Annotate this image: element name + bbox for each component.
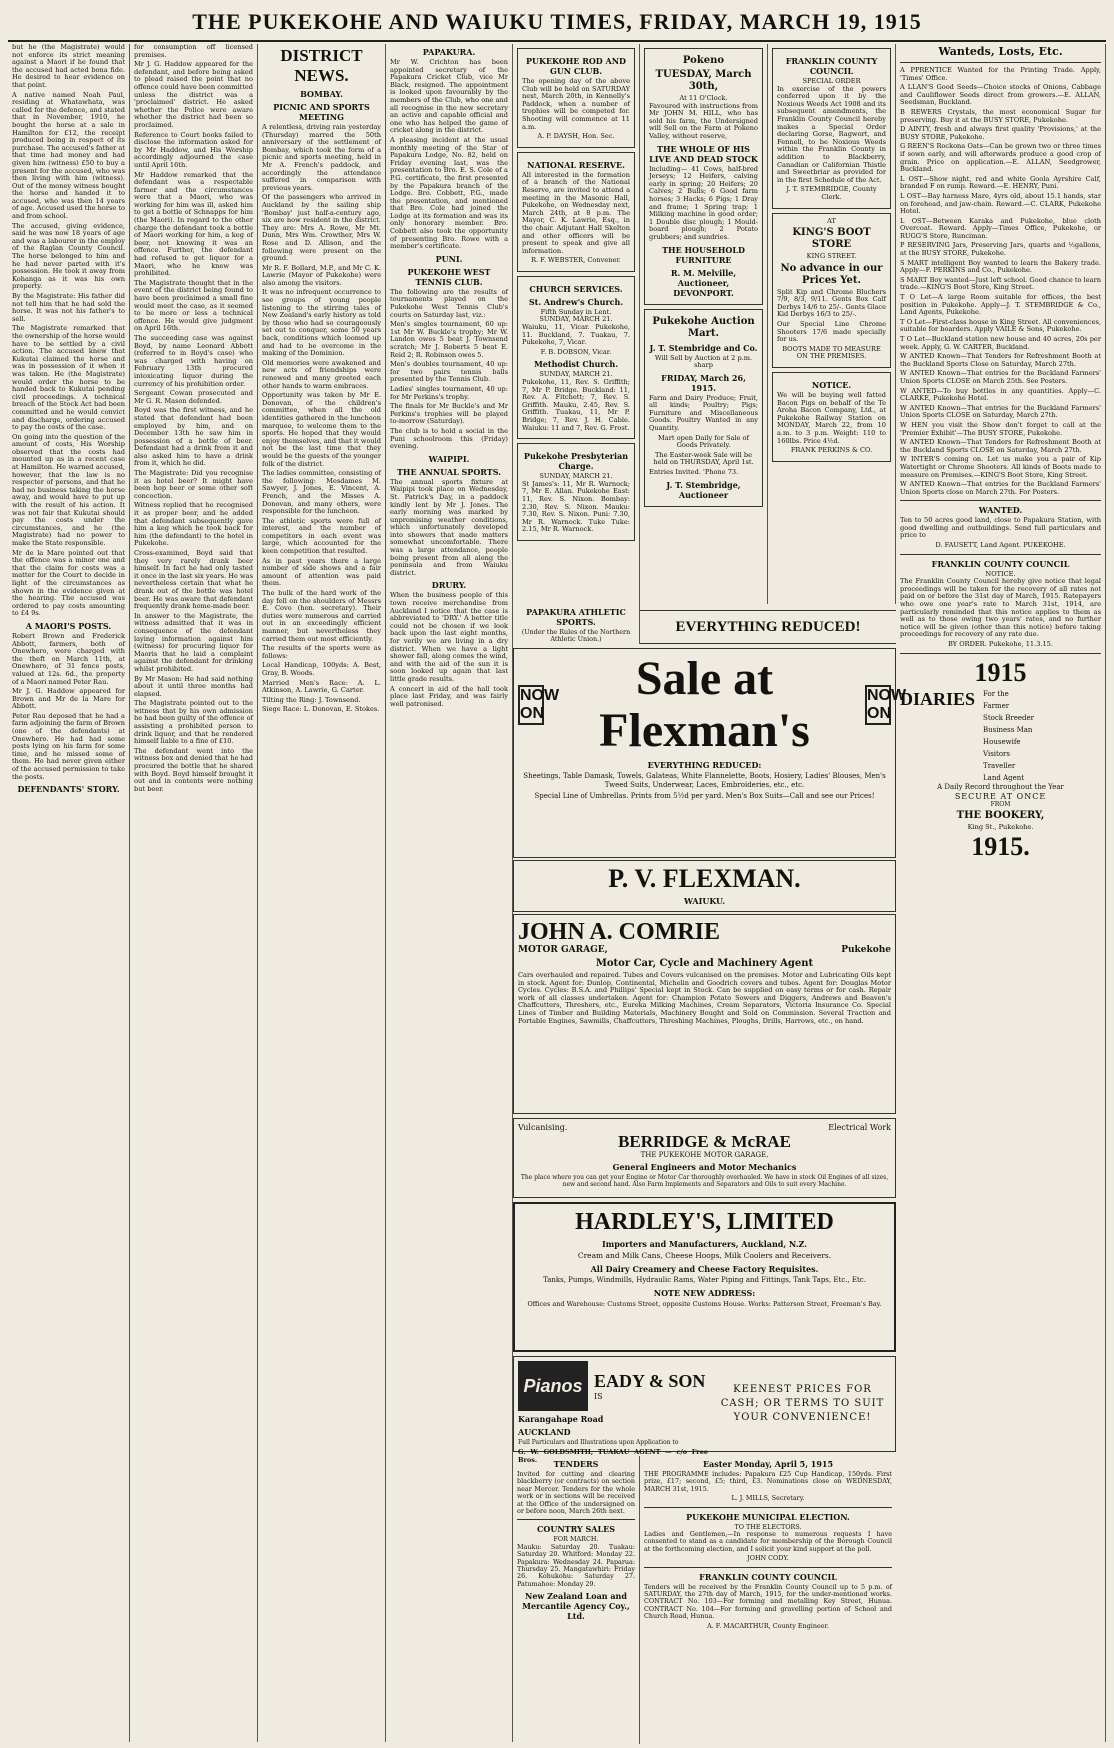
- article-paragraph: Local Handicap, 100yds: A. Best, Gray, B. Woods.: [262, 661, 381, 677]
- council-notice-text: The Franklin County Council hereby give notice that legal proceedings will be taken for the recovery of all rates not paid on or before the 31st day of March, 1915. Ratepayers who owe one year's rate to March 31st, 1914, are particularly reminded that this notice applies to them as well as to those owing two years' rates, and no further notice will be given (other than this notice) before taking proceedings for recovery of any rate due.: [900, 577, 1101, 639]
- berridge-sub: THE PUKEKOHE MOTOR GARAGE.: [640, 1151, 769, 1159]
- article-paragraph: Mr Haddow remarked that the defendant was a respectable farmer and the circumstances were that a Maori, who was working for him was ill, asked him to get a bottle of Schnapps for him (the Maori). In regard to the other charge the defendant took a bottle of Maori working for him, a keg of beer, not knowing it was an offence. Further, the defendant had refused to get liquor for a Maori, who he knew was prohibited.: [134, 170, 253, 278]
- fcc-tenders-text: Tenders will be received by the Franklin County Council up to 5 p.m. of SATURDAY, the 27th day of March, 1915, for the under-mentioned works. CONTRACT No. 103—For forming and metalling Key Street, Hunua. CONTRACT No. 104—For forming and gravelling portion of School and Church Road, Hunua.: [644, 1582, 892, 1621]
- section-heading: DRURY.: [431, 580, 467, 591]
- church-services: [517, 276, 635, 439]
- sale-special: Special Line of Umbrellas. Prints from 5½d per yard. Men's Box Suits—Call and see our Prices!: [534, 792, 875, 800]
- ad-at: AT: [827, 216, 836, 225]
- flexman-name-block: [513, 860, 896, 912]
- notice-title: FRANKLIN COUNTY COUNCIL: [785, 56, 878, 76]
- council-notice-title: FRANKLIN COUNTY COUNCIL: [931, 558, 1070, 569]
- notice-heading: THE HOUSEHOLD FURNITURE: [662, 244, 745, 265]
- article-paragraph: By the Magistrate: His father did not tell him that he had sold the horse. It was not his father's to sell.: [12, 292, 125, 323]
- pianos-city: AUCKLAND: [518, 1427, 571, 1437]
- article-paragraph: The Magistrate remarked that the ownership of the horse would have to be settled by a civil action. The accused knew that Kukutai claimed the horse and was in possession of it when it was taken. He (the Magistrate) would order the horse to be handed back to Kukutai pending civil proceedings. A technical breach of the Stock Act had been committed and he would convict and discharge, ordering accused to pay the costs of the case.: [12, 324, 125, 432]
- section-heading: BOMBAY.: [300, 89, 343, 99]
- divider: [900, 500, 1101, 501]
- column-notices: [513, 44, 640, 644]
- tenders-text: Invited for cutting and clearing blackberry (or contracts) on section near Mercer. Tenders for the whole work or in sections will be received at the Office of the undersigned on or before noon, March 26th next.: [517, 1470, 635, 1516]
- diaries-year: 1915: [974, 657, 1027, 687]
- article-paragraph: The results of the sports were as follows:: [262, 644, 381, 660]
- classified-ad: S MART Boy wanted—Just left school. Good chance to learn trade.—KING'S Boot Store, King Street.: [900, 275, 1101, 292]
- classified-ad: B REWERS Crystals, the most economical Sugar for preserving. Buy it at the BUSY STORE, Pukekohe.: [900, 107, 1101, 124]
- comrie-name: JOHN A. COMRIE: [518, 919, 721, 945]
- hardley-sub: Importers and Manufacturers, Auckland, N.Z.: [601, 1239, 807, 1249]
- column-classifieds: [896, 44, 1106, 1742]
- article-paragraph: Reference to Court books failed to disclose the information asked for by Mr Haddow, and His Worship accordingly adjourned the case until April 16th.: [134, 130, 253, 169]
- divider: [900, 653, 1101, 654]
- article-paragraph: The Magistrate pointed out to the witness that by his own admission he had been guilty of the offence of assisting a prohibited person to drink liquor, and that he rendered himself liable to a fine of £10.: [134, 699, 253, 746]
- article-paragraph: As in past years there a large number of side shows and a fair amount of attention was paid them.: [262, 556, 381, 588]
- article-paragraph: The Magistrate: Did you recognise it as hotel beer? It might have been hop beer or some other soft concoction.: [134, 469, 253, 500]
- auction-mart-notice: [644, 309, 763, 507]
- notice-signature: F. B. DOBSON, Vicar.: [540, 347, 612, 356]
- ad-text: BOOTS MADE TO MEASURE ON THE PREMISES.: [782, 344, 881, 361]
- comrie-header: [518, 919, 891, 945]
- pianos-name: EADY & SON: [594, 1371, 706, 1391]
- column-notices-election: [640, 1456, 896, 1744]
- classified-ad: L OST—Between Karaka and Pukekohe, blue cloth Overcoat. Reward. Apply—Times Office, Pukekohe, or RUGG'S Store, Runciman.: [900, 216, 1101, 240]
- athletic-text: THE PROGRAMME includes: Papakura £25 Cup Handicap, 150yds. First prize, £17; second, £5; third, £3. Nominations close on WEDNESDAY, MARCH 31st, 1915.: [644, 1470, 892, 1493]
- hardleys-ad: [513, 1202, 896, 1352]
- notice-date: SUNDAY, MARCH 21.: [539, 315, 613, 324]
- notice-text: Entries Invited. 'Phone 73.: [649, 468, 739, 477]
- diaries-for-item: For the: [983, 689, 1009, 698]
- ad-text: Our Special Line Chrome Shooters 17/6 made specially for us.: [777, 320, 886, 344]
- notice-date: FRIDAY, March 26, 1915.: [661, 372, 746, 393]
- notice-title: Pokeno: [682, 55, 725, 66]
- everything-reduced-banner: [640, 610, 896, 644]
- notice-heading: THE WHOLE OF HIS LIVE AND DEAD STOCK: [649, 143, 758, 164]
- sale-title-b: Flexman's: [599, 704, 810, 757]
- section-heading: PAPAKURA.: [422, 47, 476, 57]
- notice-title: Methodist Church.: [533, 359, 619, 370]
- notice-date: TUESDAY, March 30th,: [655, 69, 752, 92]
- classified-ad: A PPRENTICE Wanted for the Printing Trade. Apply, 'Times' Office.: [900, 66, 1101, 82]
- hardley-name: HARDLEY'S, LIMITED: [575, 1209, 834, 1235]
- notice-subtitle: SPECIAL ORDER: [802, 77, 861, 85]
- classified-ad: S MART intelligent Boy wanted to learn the Bakery trade. Apply—F. PERKINS and Co., Pukekohe.: [900, 258, 1101, 275]
- now-on-badge-right: NOW ON: [865, 685, 891, 725]
- article-paragraph: Mr W. Crichton has been appointed secretary of the Papakura Cricket Club, vice Mr Black, resigned. The appointment is looked upon favourably by the members of the Club, who one and all recognise in the new secretary an active and capable official and one who has helped the game of cricket along in the district.: [390, 58, 508, 135]
- article-paragraph: A concert in aid of the hall took place last Friday, and was fairly well patronised.: [390, 684, 508, 708]
- athletic-sub: (Under the Rules of the Northern Athletic Union.): [521, 628, 631, 644]
- notice-signature: FRANK PERKINS & CO.: [790, 446, 873, 455]
- diaries-secure: SECURE AT ONCE: [954, 792, 1047, 802]
- diaries-for-item: Business Man: [983, 725, 1033, 734]
- diaries-for-item: Traveller: [983, 761, 1016, 770]
- berridge-right: Electrical Work: [828, 1123, 891, 1132]
- article-paragraph: Mr J. G. Haddow appeared for Brown and Mr de la Mare for Abbott.: [12, 687, 125, 711]
- pokeno-sale-notice: [644, 48, 763, 305]
- notice-title: NOTICE.: [811, 380, 852, 391]
- classified-ad: A LLAN'S Good Seeds—Choice stocks of Onions, Cabbage and Cauliflower Seeds direct from growers.—E. ALLAN, Seedsman, Buckland.: [900, 83, 1101, 107]
- notice-title: PUKEKOHE ROD AND GUN CLUB.: [526, 56, 626, 76]
- wanted-title: WANTED.: [978, 505, 1023, 516]
- diaries-for-list: [983, 688, 1034, 784]
- berridge-head: General Engineers and Motor Mechanics: [612, 1162, 797, 1172]
- classified-ad: L OST—Bay harness Mare, 4yrs old, about 15.1 hands, star on forehead, and jaw-chain. Reward.—C. CLARK, Pukekohe Hotel.: [900, 191, 1101, 216]
- article-paragraph: Married Men's Race: A. L. Atkinson, A. Lawrie, G. Carter.: [262, 678, 381, 695]
- article-paragraph: The finals for Mr Buckle's and Mr Perkins's trophies will be played to-morrow (Saturday).: [390, 402, 508, 426]
- tenders-title: TENDERS: [553, 1459, 599, 1469]
- banner-text: EVERYTHING REDUCED!: [675, 618, 861, 635]
- notice-text: Favoured with instructions from Mr JOHN M. HILL, who has sold his farm, the Undersigned will Sell on the Farm at Pokeno Valley, without reserve,: [649, 101, 758, 140]
- section-heading: A MAORI'S POSTS.: [25, 620, 112, 631]
- classified-ad: W ANTED Known—That entries for the Buckland Farmers' Union Sports CLOSE on Saturday, March 27th.: [900, 403, 1101, 420]
- article-paragraph: The club is to hold a social in the Puni schoolroom this (Friday) evening.: [390, 426, 508, 451]
- article-paragraph: Tilting the Ring: J. Townsend.: [262, 695, 361, 704]
- comrie-place: Pukekohe: [841, 945, 891, 955]
- notice-items: Farm and Dairy Produce; Fruit, all kinds; Poultry; Pigs; Furniture and Miscellaneous Goods. Poultry Wanted in any Quantity.: [649, 393, 758, 433]
- hardley-line2: All Dairy Creamery and Cheese Factory Requisites.: [590, 1264, 819, 1274]
- column-council: [768, 44, 896, 604]
- section-subheading: THE ANNUAL SPORTS.: [396, 466, 502, 477]
- pianos-text: Full Particulars and Illustrations upon Application to: [518, 1439, 679, 1446]
- classified-ad: P RESERVING Jars, Preserving Jars, quarts and ½gallons, at the BUSY STORE, Pukekohe.: [900, 241, 1101, 258]
- diaries-for-item: Visitors: [983, 749, 1010, 758]
- classified-ad: W ANTED Known—That entries for the Buckland Farmers' Union Sports close on March 27th. For Posters.: [900, 480, 1101, 496]
- article-paragraph: Mr R. F. Bollard, M.P., and Mr C. K. Lawrie (Mayor of Pukekohe) were also among the visitors.: [262, 263, 381, 287]
- notice-text: All interested in the formation of a branch of the National Reserve, are invited to attend a meeting in the Masonic Hall, Pukekohe, on Wednesday next, March 24th, at 8 p.m. The Mayor, C. K. Lawrie, Esq., in the chair. Adjutant Hall Skelton and other officers will be present to speak and give all information.: [522, 170, 630, 255]
- flexman-sale-ad: [513, 648, 907, 858]
- article-paragraph: Mr J. G. Haddow appeared for the defendant, and before being asked to plead raised the point that no offence could have been committed unless the district was a 'proclaimed' district. He asked whether the Police were aware whether the district had been so proclaimed.: [134, 60, 253, 129]
- bacon-pigs-notice: [772, 372, 891, 462]
- article-paragraph: Men's singles tournament, 60 up: 1st Mr W. Buckle's trophy; Mr W. Landon owes 5 beat J. Townsend scratch; Mr J. Roberts 5 beat E. Reid 2; R. Robinson owes 5.: [390, 320, 508, 359]
- pianos-agent: G. W. GOLDSMITH, TUAKAU AGENT — c/o Free Bros.: [518, 1448, 708, 1464]
- flexman-name: P. V. FLEXMAN.: [608, 864, 801, 893]
- country-sales-sub: FOR MARCH.: [553, 1535, 599, 1544]
- notice-text: The Easter-week Sale will be held on THURSDAY, April 1st.: [653, 450, 754, 467]
- now-on-badge-left: NOW ON: [518, 685, 544, 725]
- article-paragraph: The succeeding case was against Boyd, by name Leonard Abbott (referred to in Boyd's case) who was charged with having on February 13th procured intoxicating liquor during the currency of his prohibition order.: [134, 333, 253, 388]
- diaries-for-item: Housewife: [983, 737, 1021, 746]
- notice-text: In exercise of the powers conferred upon it by the Noxious Weeds Act 1908 and its subsequent amendments, the Franklin County Council hereby makes a Special Order declaring Gorse, Ragwort, and Fennell, to be Noxious Weeds within the Franklin County in addition to Blackberry, Canadian or Californian Thistle and Sweetbriar as provided for in the first Schedule of the Act.: [777, 84, 886, 184]
- fcc-tenders-signature: A. F. MACARTHUR, County Engineer.: [707, 1621, 829, 1630]
- classified-ad: W INTER'S coming on. Let us make you a pair of Kip Watertight or Chrome Shooters. All kinds of Boots made to measure on Premises.—KING'S Boot Store, King Street.: [900, 455, 1101, 479]
- bookery-year: 1915.: [971, 831, 1030, 861]
- nz-loan-name: New Zealand Loan and Mercantile Agency Coy., Ltd.: [522, 1591, 630, 1622]
- classified-ad: T O Let—Buckland station new house and 40 acres, 20s per week. Apply, G. W. CARTER, Buckland.: [900, 335, 1101, 351]
- article-paragraph: Mr de la Mare pointed out that the offence was a minor one and that the claim for costs was a matter for the Court to decide in light of the circumstances as shown in the evidence given at the hearing. The accused was ordered to pay costs amounting to £4 9s.: [12, 548, 125, 618]
- notice-subtitle: Fifth Sunday in Lent.: [540, 307, 612, 316]
- comrie-headline: Motor Car, Cycle and Machinery Agent: [595, 958, 814, 969]
- athletic-title: PAPAKURA ATHLETIC SPORTS.: [526, 607, 626, 627]
- classified-ad: T O Let—A large Room suitable for offices, the best position in Pukekohe. Apply—J. T. STEMBRIDGE & Co., Land Agents, Pukekohe.: [900, 293, 1101, 317]
- notice-signature: J. T. STEMBRIDGE, County Clerk.: [786, 185, 877, 201]
- wanted-text: Ten to 50 acres good land, close to Papakura Station, with good dwelling and outbuildings. Send full particulars and price to: [900, 516, 1101, 540]
- article-paragraph: Sergeant Cowan prosecuted and Mr G. R. Mason defended.: [134, 389, 253, 405]
- column-district-news-2: [386, 44, 513, 1742]
- notice-title: CHURCH SERVICES.: [529, 283, 623, 294]
- country-sales-title: COUNTRY SALES: [537, 1524, 615, 1535]
- article-paragraph: Siege Race: L. Donovan, E. Stokes.: [262, 705, 380, 714]
- classified-ad: L OST—Show night, red and white Goola Ayrshire Calf, branded F on rump. Reward.—E. HENRY, Puni.: [900, 174, 1101, 191]
- column-court-report-2: [130, 44, 258, 1742]
- column-auctions: [640, 44, 768, 604]
- article-paragraph: The ladies committee, consisting of the following: Mesdames M. Sawyer, J. Jones, E. Vincent, A. French, and the Misses A. Donovan, and many others, were responsible for the luncheon.: [262, 469, 381, 516]
- comrie-firm: MOTOR GARAGE,: [518, 945, 608, 955]
- article-paragraph: for consumption off licensed premises.: [134, 43, 253, 59]
- masthead-title: THE PUKEKOHE AND WAIUKU TIMES, FRIDAY, MARCH 19, 1915: [192, 9, 922, 34]
- presbyterian-notice: [517, 443, 635, 541]
- article-paragraph: Witness replied that he recognised it as proper beer, and he added that defendant subsequently gave him a keg which he took back for him (the defendant) to the hotel in Pukekohe.: [134, 501, 253, 548]
- notice-title: Pukekohe Auction Mart.: [652, 315, 755, 339]
- notice-items: Including— 41 Cows, half-bred Jerseys; 12 Heifers, calving early in spring; 20 Heifers; 20 Calves; 2 Bulls; 6 Good farm horses; 3 Hacks; 6 Pigs; 1 Dray and frame; 1 Spring trap; 1 Milking machine in good order; 1 Double disc plough; 1 Mould-board plough; 2 Potato grubbers; and sundries.: [649, 164, 758, 241]
- article-paragraph: but he (the Magistrate) would not enforce its strict meaning against a Maori if he found that the accused had acted bona fide. He desired to hear evidence on that point.: [12, 43, 125, 89]
- bookery-name: THE BOOKERY,: [956, 810, 1045, 822]
- hardley-address: Offices and Warehouse: Customs Street, opposite Customs House. Works: Patterson Street, Freeman's Bay.: [527, 1300, 882, 1308]
- notice-signature: A. P. DAYSH, Hon. Sec.: [537, 132, 615, 141]
- classified-ad: G REEN'S Rockona Oats—Can be grown two or three times if sown early, and will afterwards produce a good crop of grain. Price on application.—E. ALLAN, Seedgrower, Buckland.: [900, 142, 1101, 174]
- article-paragraph: Opportunity was taken by Mr E. Donovan, of the children's committee, when all the old identities gathered in the luncheon marquee, to welcome them to the sports. He hoped that they would enjoy themselves, and that it would not be the last time that they would be the guests of the younger folk of the district.: [262, 391, 381, 468]
- pianos-road: Karangahape Road: [518, 1414, 604, 1424]
- national-reserve-notice: [517, 152, 635, 272]
- section-subheading: PICNIC AND SPORTS MEETING: [273, 102, 370, 122]
- bookery-address: King St., Pukekohe.: [967, 823, 1034, 832]
- council-special-order: [772, 48, 891, 209]
- classified-ad: W ANTED Known—That Tenders for Refreshment Booth at the Buckland Sports CLOSE on Saturday, March 27th.: [900, 438, 1101, 454]
- berridge-text: The place where you can get your Engine or Motor Car thoroughly overhauled. We have in stock Oil Engines of all sizes, new and second hand. Also Farm Implements and Separators and Oils to suit every Machine.: [520, 1174, 889, 1188]
- country-sales-text: Mauku: Saturday 20. Tuakau: Saturday 20. Whitford: Monday 22. Papakura: Wednesday 24. Paparua: Thursday 25. Mangatawhiri: Friday 26. Kohukohu: Saturday 27. Patumahoe: Monday 29.: [517, 1542, 635, 1588]
- notice-subtitle: St. Andrew's Church.: [528, 296, 624, 307]
- pianos-is: IS: [594, 1392, 603, 1401]
- article-paragraph: In answer to the Magistrate, the witness admitted that it was in consequence of the defendant laying information against him (witness) for procuring liquor for Maoris that he laid a complaint against the defendant for drinking whilst prohibited.: [134, 611, 253, 673]
- flexman-place: WAIUKU.: [683, 896, 726, 906]
- article-paragraph: Men's doubles tournament, 40 up: for two pairs tennis balls presented by the Tennis Club.: [390, 360, 508, 384]
- council-notice-sub: NOTICE.: [985, 569, 1016, 578]
- article-paragraph: The annual sports fixture at Waipipi took place on Wednesday, St. Patrick's Day, in a paddock kindly lent by Mr J. Jones. The early morning was marked by unpromising weather conditions, which unfortunately developed into showers that made matters somewhat uncomfortable. There was a large attendance, people being present from all along the peninsula and from Waiuku district.: [390, 477, 508, 577]
- diaries-label: DIARIES: [900, 688, 976, 709]
- comrie-text: Cars overhauled and repaired. Tubes and Covers vulcanised on the premises. Motor and Lubricating Oils kept in stock. Agent for: Dunlop, Continental, Michelin and Goodrich covers and tubes. Agent for: Douglas Motor Cycles. Cycles: B.S.A. and Phillips' Special kept in Stock. Can be supplied on easy terms or for cash. Repair work of all classes undertaken. Agent for: Champion Potato Sowers and Diggers, Andrews and Beaven's Chaffcutters, Threshers, etc., Eureka Milking Machines, Cream Separators, Victoria Insurance Co. Special Lines of Timber and Building Materials, Machinery Bought and Sold on Commission. Several Traction and Portable Engines, Sawmills, Chaffcutters, Threshing Machines, Ploughs, Drills, Harrows, etc., on hand.: [518, 971, 891, 1025]
- article-paragraph: A pleasing incident at the usual monthly meeting of the Star of Papakura Lodge, No. 82, held on Friday evening last, was the presentation to Bro. E. S. Cole of a P.G. certificate, the first presented by the Papakura branch of the Lodge. Bro. Cobbett, P.G., made the presentation, and mentioned that Bro. Cole had joined the Lodge at its formation and was its only honorary member. Bro. Cobbett also took the opportunity of presenting Bro. Rowe with a member's certificate.: [390, 135, 508, 251]
- ad-prices: Split Kip and Chrome Bluchers 7/9, 8/3, 9/11. Gents Box Calf Derbys 14/6 to 25/-. Gents Glace Kid Derbys 16/3 to 25/-.: [777, 287, 886, 319]
- article-paragraph: Peter Rau deposed that he had a farm adjoining the farm of Brown (one of the defendants) at Onewhero. He had had some posts lying on his farm for some time, and he missed some of them. He had never given either of the accused permission to take the posts.: [12, 711, 125, 781]
- ad-title: KING'S BOOT STORE: [792, 227, 871, 251]
- election-sub: TO THE ELECTORS.: [734, 1522, 802, 1531]
- article-paragraph: On going into the question of the amount of costs, His Worship observed that the costs had mounted up as in a recent case at Hamilton. He warned accused, however, that the law is no respecter of persons, and that he had no business taking the horse away, and would have to put up with the result of his action. It was not fair that Kukutai should pay the costs under the circumstances, and he (the Magistrate) had no power to make the State responsible.: [12, 432, 125, 547]
- notice-signature: R. F. WEBSTER, Convener.: [531, 256, 621, 265]
- diaries-block: [900, 688, 1101, 784]
- ad-subtitle: KING STREET.: [806, 252, 857, 261]
- sale-subtitle: EVERYTHING REDUCED:: [647, 760, 762, 770]
- hardley-note: NOTE NEW ADDRESS:: [653, 1288, 756, 1298]
- article-paragraph: By Mr Mason: He had said nothing about it until three months had elapsed.: [134, 674, 253, 698]
- notice-time: At 11 O'Clock.: [679, 94, 728, 102]
- notice-text: Pukekohe, 11, Rev. S. Griffith; 7, Mr P. Bridge. Buckland: 11, Rev. A. Fitchett; 7, Rev. S. Griffith. Mauku, 2.45, Rev. S. Griffith. Tuakau, 11, Mr P. Bridge; 7, Rev. J. H. Cable. Waiuku: 11 and 7, Rev. G. Frost.: [522, 378, 630, 432]
- article-paragraph: A relentless, driving rain yesterday (Thursday) marred the 50th anniversary of the settlement of Bombay, which took the form of a picnic and sports meeting, held in Mr A. French's paddock, and accordingly the attendance suffered in comparison with previous years.: [262, 123, 381, 192]
- article-paragraph: The following are the results of tournaments played on the Pukekohe West Tennis Club's courts on Saturday last, viz.:: [390, 287, 508, 319]
- berridge-top-row: [518, 1123, 891, 1132]
- notice-text: We will be buying well fatted Bacon Pigs on behalf of the Te Aroha Bacon Company, Ltd., at Pukekohe Railway Station on MONDAY, March 22, from 10 a.m. to 3 p.m. Weight: 110 to 160lbs. Price 4½d.: [777, 391, 886, 445]
- gun-club-notice: [517, 48, 635, 148]
- election-text: Ladies and Gentlemen,—In response to numerous requests I have consented to stand as a candidate for membership of the Borough Council at the forthcoming election, and I solicit your kind support at the poll.: [644, 1530, 892, 1553]
- section-subheading: PUKEKOHE WEST TENNIS CLUB.: [407, 266, 491, 287]
- diaries-for-item: Farmer: [983, 701, 1010, 710]
- article-paragraph: Robert Brown and Frederick Abbott, farmers, both of Onewhero, were charged with the theft on March 11th, at Onewhero, of 31 fence posts, valued at 12s. 6d., the property of a Maori named Peter Rau.: [12, 631, 125, 686]
- divider: [644, 1507, 892, 1508]
- notice-text: Waiuku, 11, Vicar. Pukekohe, 11. Buckland, 7. Tuakau, 7. Pukekohe, 7, Vicar.: [522, 323, 630, 347]
- pianos-right: KEENEST PRICES FOR CASH; OR TERMS TO SUIT YOUR CONVENIENCE!: [720, 1384, 885, 1423]
- election-signature: JOHN CODY.: [747, 1554, 789, 1563]
- hardley-line3: Tanks, Pumps, Windmills, Hydraulic Rams, Water Piping and Fittings, Tank Taps, Etc., Etc.: [543, 1276, 866, 1284]
- comrie-garage-ad: [513, 914, 896, 1114]
- classified-ad: T O Let—First-class house in King Street. All conveniences, suitable for boarders. Apply VAILE & Sons, Pukekohe.: [900, 317, 1101, 334]
- notice-firm: J. T. Stembridge and Co.: [649, 342, 758, 353]
- notice-text: Will Sell by Auction at 2 p.m. sharp: [654, 353, 753, 370]
- diaries-for-item: Land Agent: [983, 773, 1025, 782]
- article-paragraph: It was no infrequent occurrence to see groups of young people listening to the stirring tales of New Zealand's early history as told by those who had so courageously set out to conquer, some 50 years back, conditions which loomed up and had to be overcome in the making of the Dominion.: [262, 288, 381, 358]
- article-paragraph: The bulk of the hard work of the day fell on the shoulders of Messrs E. Covo (hon. secretary). Their duties were numerous and carried out in an exceedingly efficient manner, but nevertheless they carried them out most efficiently.: [262, 589, 381, 643]
- election-title: PUKEKOHE MUNICIPAL ELECTION.: [686, 1511, 850, 1522]
- article-paragraph: Old memories were awakened and new acts of friendships were renewed and many greeted each other hands to warm embraces.: [262, 358, 381, 390]
- section-heading: WAIPIPI.: [428, 453, 470, 464]
- article-paragraph: A native named Noah Paul, residing at Whatawhata, was called for the defence, and stated that in November, 1910, he bought the horse at a sale in Hamilton for £12, the receipt produced being in respect of its purchase. The accused's father at that time had money and had given him (witness) £50 to buy a present for the accused, who was then living with him (witness). Out of the money witness bought the horse and handed it to accused, who was then 14 years of age. Accused used the horse to and from school.: [12, 90, 125, 221]
- article-paragraph: The accused, giving evidence, said he was now 18 years of age and was a labourer in the employ of the Raglan County Council. The horse belonged to him and he had never parted with it's possession. He took it away from Kohanga as it was his own property.: [12, 221, 125, 291]
- classified-ad: D AINTY, fresh and always first quality 'Provisions,' at the BUSY STORE, Pukekohe.: [900, 125, 1101, 141]
- article-paragraph: The Magistrate thought that in the event of the district being found to have been proclaimed a small fine would meet the case, as it seemed to be more or less a technical offence. He would give judgment on April 16th.: [134, 278, 253, 333]
- pianos-brand: [594, 1371, 705, 1401]
- ad-headline: No advance in our Prices Yet.: [780, 262, 883, 286]
- council-notice-signature: BY ORDER. Pukekohe, 11.3.15.: [948, 640, 1053, 648]
- column-district-news: [258, 44, 386, 1742]
- classified-ad: W HEN you visit the Show don't forget to call at the 'Premier Exhibit'—The BUSY STORE, Pukekohe.: [900, 420, 1101, 437]
- classified-ad: W ANTED Known—That entries for the Buckland Farmers' Union Sports CLOSE on March 25th. See Posters.: [900, 369, 1101, 385]
- section-heading: DEFENDANTS' STORY.: [17, 784, 120, 795]
- notice-text: The opening day of the above Club will be held on SATURDAY next, March 20th, in Kennelly's Paddock, when a number of trophies will be competed for. Shooting will commence at 11 a.m.: [522, 77, 630, 131]
- diaries-record: A Daily Record throughout the Year: [937, 782, 1064, 791]
- column-notices-lower: [513, 1456, 640, 1744]
- classifieds-title: Wanteds, Losts, Etc.: [938, 45, 1063, 58]
- divider: [644, 1567, 892, 1568]
- fcc-tenders-title: FRANKLIN COUNTY COUNCIL: [699, 1571, 837, 1582]
- notice-date: SUNDAY, MARCH 21.: [539, 472, 613, 481]
- divider: [900, 62, 1101, 63]
- hardley-line1: Cream and Milk Cans, Cheese Hoops, Milk Coolers and Receivers.: [577, 1251, 832, 1260]
- notice-title: NATIONAL RESERVE.: [527, 159, 625, 170]
- notice-date: SUNDAY, MARCH 21.: [539, 370, 613, 379]
- classified-ad: W ANTED Known—That Tenders for Refreshment Booth at the Buckland Sports Close on Saturday, March 27th.: [900, 352, 1101, 368]
- article-paragraph: Of the passengers who arrived in Auckland by the sailing ship 'Bombay' just half-a-century ago, six are now resident in the district. They are: Mrs A. Rowe, Mr Mt. Dunn, Mrs Wm. Crowther, Mrs W. Rose and D. Allison, and the following were present on the ground.: [262, 193, 381, 263]
- diaries-from: FROM: [990, 800, 1011, 808]
- divider: [517, 1519, 635, 1520]
- masthead: [8, 4, 1106, 42]
- divider: [900, 554, 1101, 555]
- article-paragraph: When the business people of this town receive merchandise from Auckland I notice that the case is abbreviated to 'DRY.' A better title could not be chosen if we look back upon the last eight months, for verily we are living in a dry district. When we have a light shower fall, along comes the wind, and with the aid of the sun it is soon looked up again that last little grade results.: [390, 591, 508, 683]
- pianos-brand-row: [518, 1361, 708, 1411]
- article-paragraph: The defendant went into the witness box and denied that he had procured the bottle that he shared with Boyd. Boyd himself brought it out and in contents were nothing but beer.: [134, 746, 253, 793]
- sale-title-a: Sale at: [635, 652, 774, 705]
- pianos-badge: Pianos: [518, 1361, 588, 1411]
- wanted-signature: D. FAUSETT, Land Agent. PUKEKOHE.: [935, 541, 1066, 550]
- article-paragraph: Boyd was the first witness, and he stated that defendant had been employed by him, and on December 13th he saw him in possession of a bottle of beer. Defendant had a drink from it and also asked him to have a drink from it, which he did.: [134, 406, 253, 468]
- section-title: DISTRICT NEWS.: [280, 46, 363, 85]
- comrie-firm-row: [518, 945, 891, 956]
- section-heading: PUNI.: [435, 253, 463, 264]
- notice-text: Mart open Daily for Sale of Goods Privately.: [658, 433, 749, 450]
- column-court-report-1: [8, 44, 130, 1742]
- berridge-mcrae-ad: [513, 1118, 896, 1198]
- article-paragraph: Ladies' singles tournament, 40 up: for Mr Perkins's trophy.: [390, 384, 508, 401]
- classified-ad: W ANTED—To buy bottles in any quantities. Apply—C. CLARKE, Pukekohe Hotel.: [900, 386, 1101, 403]
- athletic-head: Easter Monday, April 5, 1915: [702, 1459, 834, 1469]
- article-paragraph: Cross-examined, Boyd said that they very rarely drank beer himself. In fact he had only tasted it once in the last six years. He was nevertheless certain that what he drank out of the bottle was hotel beer. He was aware that defendant frequently drank home-made beer.: [134, 549, 253, 611]
- berridge-name: BERRIDGE & McRAE: [618, 1132, 791, 1151]
- kings-boot-store-ad: [772, 213, 891, 369]
- notice-text: St James's: 11, Mr R. Warnock; 7, Mr E. Allan. Pukekohe East: 11, Rev. S. Nixon. Bombay: 2.30, Rev. S. Nixon. Mauku: 7.30, Rev. S. Nixon. Puni: 7.30, Mr R. Warnock. Tuke Tuke: 2.15, Mr R. Warnock.: [522, 479, 630, 534]
- berridge-left: Vulcanising.: [518, 1123, 568, 1132]
- auctioneer-name: J. T. Stembridge, Auctioneer: [666, 479, 741, 500]
- diaries-for-item: Stock Breeder: [983, 713, 1034, 722]
- athletic-signature: L. J. MILLS, Secretary.: [731, 1494, 805, 1503]
- notice-title: Pukekohe Presbyterian Charge.: [523, 451, 629, 472]
- sale-text: Sheetings, Table Damask, Towels, Galateas, White Flannelette, Boots, Hosiery, Ladies' Blouses, Men's Tweed Suits, Underwear, Laces, Embroideries, etc., etc.: [523, 772, 886, 789]
- article-paragraph: The athletic sports were full of interest, and the number of competitors in each event was large, which accounted for the keen competition that resulted.: [262, 516, 381, 556]
- sale-title-block: [599, 653, 810, 757]
- sale-headline-row: [518, 652, 907, 757]
- auctioneer-name: R. M. Melville, Auctioneer, DEVONPORT.: [670, 267, 737, 298]
- column-notices-athletics: [513, 604, 640, 644]
